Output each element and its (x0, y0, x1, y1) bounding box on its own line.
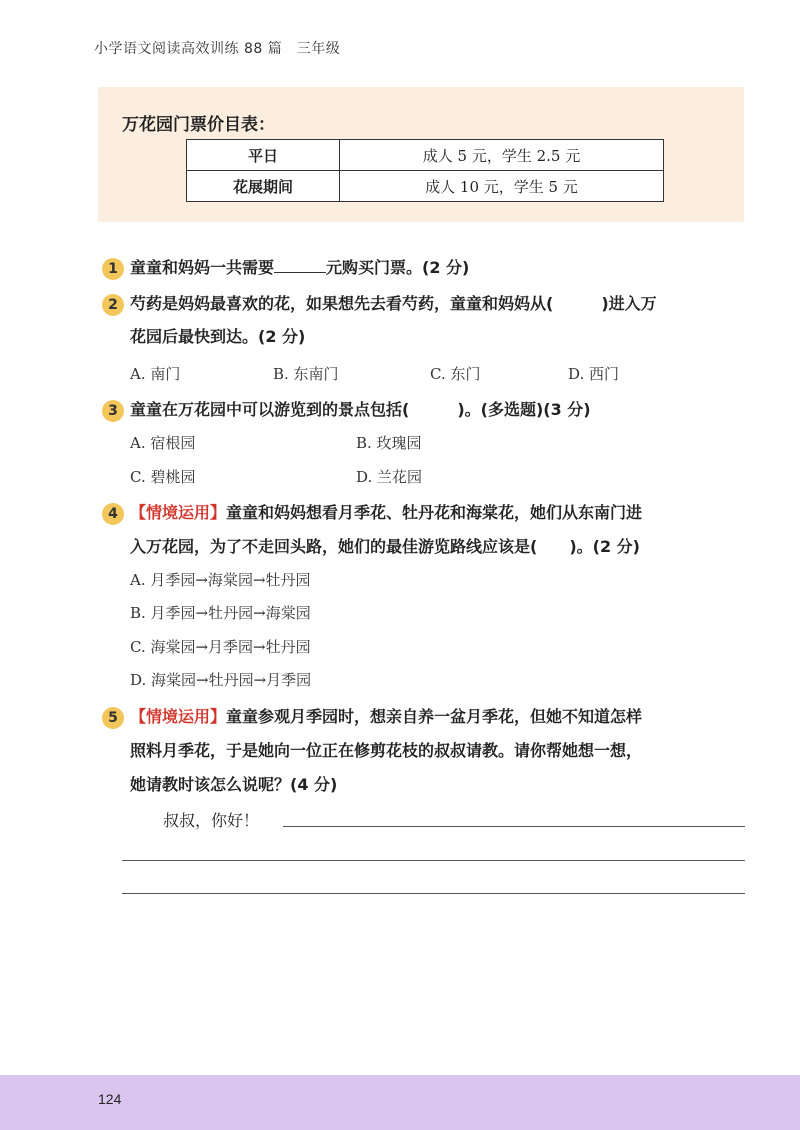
answer-line[interactable] (122, 893, 745, 894)
question-3 (102, 394, 591, 426)
price-table-panel (98, 87, 744, 222)
question-2 (102, 288, 657, 320)
option-b[interactable]: B. 东南门 (273, 365, 339, 383)
question-text: 童童参观月季园时，想亲自养一盆月季花，但她不知道怎样 (226, 707, 643, 726)
option-d[interactable]: D. 兰花园 (356, 468, 423, 486)
question-text: 童童在万花园中可以游览到的景点包括( )。(多选题)(3 分) (130, 400, 591, 419)
question-number-badge: 3 (102, 400, 124, 422)
period-cell: 平日 (187, 140, 340, 171)
question-number-badge: 4 (102, 503, 124, 525)
book-title: 小学语文阅读高效训练 88 篇 三年级 (94, 41, 341, 57)
question-5 (102, 701, 642, 733)
option-d[interactable]: D. 西门 (568, 365, 620, 383)
question-text: 童童和妈妈一共需要 (130, 258, 275, 277)
option-a[interactable]: A. 月季园→海棠园→牡丹园 (130, 571, 311, 589)
question-text-continued: 她请教时该怎么说呢？(4 分) (130, 775, 338, 794)
option-a[interactable]: A. 宿根园 (130, 434, 196, 452)
option-b[interactable]: B. 玫瑰园 (356, 434, 422, 452)
question-number-badge: 1 (102, 258, 124, 280)
option-b[interactable]: B. 月季园→牡丹园→海棠园 (130, 604, 311, 622)
price-table-title: 万花园门票价目表： (122, 115, 275, 135)
context-tag: 【情境运用】 (130, 503, 227, 522)
period-cell: 花展期间 (187, 171, 340, 202)
question-number-badge: 5 (102, 707, 124, 729)
option-a[interactable]: A. 南门 (130, 365, 181, 383)
question-1 (102, 252, 469, 284)
option-d[interactable]: D. 海棠园→牡丹园→月季园 (130, 671, 312, 689)
price-cell: 成人 5 元，学生 2.5 元 (340, 140, 664, 171)
fill-in-blank[interactable] (274, 256, 326, 273)
answer-line[interactable] (122, 860, 745, 861)
table-row (187, 140, 664, 171)
page-footer-band (0, 1075, 800, 1130)
price-cell: 成人 10 元，学生 5 元 (340, 171, 664, 202)
context-tag: 【情境运用】 (130, 707, 227, 726)
page-number: 124 (98, 1091, 122, 1107)
question-text-continued: 入万花园，为了不走回头路，她们的最佳游览路线应该是( )。(2 分) (130, 537, 640, 556)
question-text-continued: 花园后最快到达。(2 分) (130, 327, 306, 346)
option-c[interactable]: C. 海棠园→月季园→牡丹园 (130, 638, 311, 656)
question-text: 元购买门票。(2 分) (326, 258, 470, 277)
question-4 (102, 497, 642, 529)
option-c[interactable]: C. 碧桃园 (130, 468, 196, 486)
answer-line[interactable] (283, 826, 745, 827)
table-row (187, 171, 664, 202)
question-number-badge: 2 (102, 294, 124, 316)
question-text: 童童和妈妈想看月季花、牡丹花和海棠花，她们从东南门进 (226, 503, 643, 522)
question-text: 芍药是妈妈最喜欢的花，如果想先去看芍药，童童和妈妈从( )进入万 (130, 294, 657, 313)
answer-start-text: 叔叔，你好！ (163, 811, 260, 830)
option-c[interactable]: C. 东门 (430, 365, 481, 383)
question-text-continued: 照料月季花，于是她向一位正在修剪花枝的叔叔请教。请你帮她想一想， (130, 741, 643, 760)
price-table (186, 139, 664, 202)
